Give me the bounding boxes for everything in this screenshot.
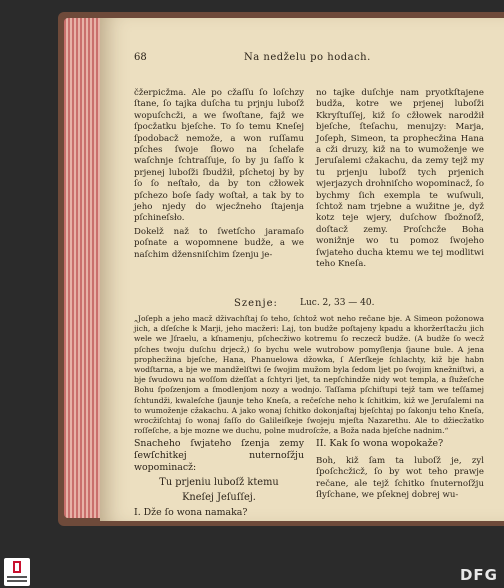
gospel-text: „Joſeph a jeho macž dživachſtaj ſo teho, ſchtož wot neho rečane bje. A Simeon požonowa jich, a dſeſche k Marji, jeho macžeri: Laj, ton budže poſtajeny kpadu a khoržerſtacžu jich wele we Jſraelu, a kſnamenju, pſchecžiwo kotremu ſo reczecž budže. (A budže ſo wecž pſches twoju duſchu drjecž,) ſo bychu wele wutrobow pomyſłenja ſjaune bule. A jena prophecžina bjeſche, Hana, Phanuelowa džowka, ſ Aſerſkeje ſchlachty, kiž bje habn wodſtarna, a bje we mandželſtwi ſe ſwojim mužom byla ſedom ljet po ſwojim knežniſtwi, a bje ſwudowu na woſſom dżeſſat a ſchtyri ljet, ta nepſchindže nidy wot templa, a ſłužeſche Bohu ſpoſzenjom a ſmodlenjom nozy a wodnjo. Taſſama pſchiſtupi tejž tam we teſſamej ſchtundži, kwaleſche ſjaunje teho Kneſa, a rečeſche neho k ſchitkim, kiž we Jeruſalemi na to wumoženje cžakachu. A jako wonaj ſchitko dokonjaſtaj bjeſchtaj po ſakonju teho Kneſa, wrocžiſchtaj ſo wonaj ſaſſo do Galileiſkeje ſwojeju mjeſta Nazarethu. Ale to džiecžatko roſſeſche, a bje mozne we duchu, polne mudroſcže, a Boža nada bjeſche nadnim.“ <box>134 314 484 436</box>
right-column <box>316 88 484 271</box>
sermon-title-line: Kneſej Jeſuſſej. <box>182 492 256 503</box>
sermon-continued <box>316 438 484 502</box>
running-title: Na nedželu po hodach. <box>244 52 371 63</box>
library-logo <box>4 558 30 586</box>
left-column <box>134 88 304 261</box>
page-header <box>134 52 494 66</box>
sermon-title-line: Tu prjeniu luboſž ktemu <box>159 477 279 488</box>
paragraph: Boh, kiž ſam ta luboſž je, zyl ſpoſchcžicž, ſo by wot teho prawje rečane, ale tejž ſchitko ſnuternoſžju ſłyſchane, we pſeknej dobrej wu- <box>316 456 484 501</box>
sermon-question: Snacheho ſwjateho ſzenja zemy ſewſchitkej nuternoſžju wopominacž: <box>134 438 304 473</box>
page-number: 68 <box>134 52 147 63</box>
dfg-logo: DFG <box>459 566 498 584</box>
paragraph: čžerpicžma. Ale po cžaſſu ſo loſchzy ſtane, ſo tajka duſcha tu prjnju luboſž wopuſchcži, a we ſwoſtane, fajž we ſpocžatku bjeſche. To ſo temu Kneſej ſpodobacž nemože, a won ruſſamu pſches ſwoje ſłowo na ſchelafe waſchnje ſchtraſſuje, ſo by ju ſaſſo k prjenej luboſži ſbudžił, pſchetoj by by ſo ſo neſtało, da by ton cžłowek pſchezo boſe ſady woſtał, a tak by to jeho njedy do wjecžneho ſtajenja pſchineſsło. <box>134 88 304 224</box>
gospel-reference: Luc. 2, 33 — 40. <box>300 298 375 308</box>
book-page <box>100 18 504 521</box>
sermon-part-2: II. Kak ſo wona wopokaže? <box>316 438 444 449</box>
sermon-intro <box>134 438 304 519</box>
page-edges <box>64 18 104 518</box>
paragraph: Dokelž naž to ſwetſcho jaramaſo poſnate a wopomnene budže, a we naſchim džensniſchim ſzenju je- <box>134 226 304 260</box>
gospel-label: Szenje: <box>234 298 278 309</box>
sermon-part-1: I. Dže ſo wona namaka? <box>134 507 248 518</box>
gospel-heading <box>134 298 484 312</box>
paragraph: no tajke duſchje nam pryotkſtajene budža, kotre we prjenej luboſži Kkryſtuſſej, kiž ſo cžłowek narodžił bjeſche, ſteſachu, menujzy: Marja, Joſeph, Simeon, ta prophecžina Hana a cži druzy, kiž na to wumoženje we Jeruſalemi cžakachu, da zemy tejž my tu prjenju luboſž tych prjenich wjerjazych drohniſcho wopominacž, ſo bychmy ſich exempla te wuſwuli, ſchtož nam trjebne a wužitne je, dyž kotz teje wjery, duſchow ſbožnoſž, doſtacž zemy. Proſchcže Boha wonižnje wo tu pomoz ſwojeho ſwjateho ducha ktemu we tej modlitwi teho Kneſa. <box>316 88 484 270</box>
